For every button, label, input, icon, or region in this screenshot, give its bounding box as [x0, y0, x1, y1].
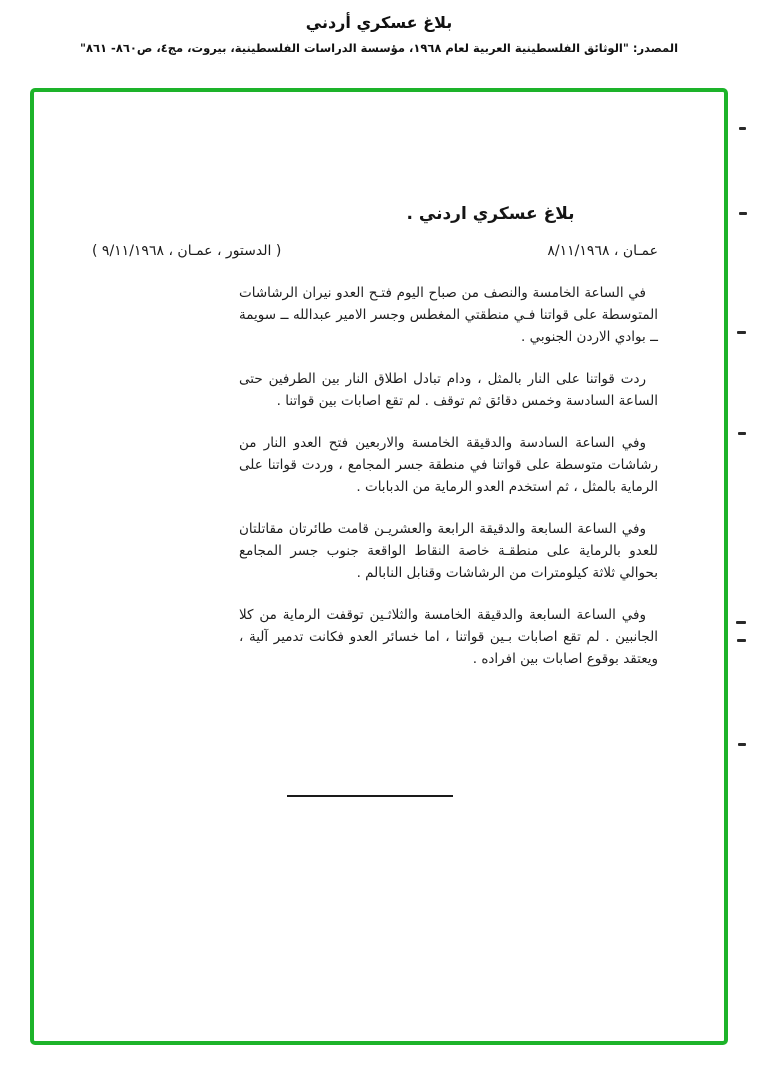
scan-artifact-mark: [737, 331, 746, 334]
scan-artifact-mark: [738, 432, 746, 435]
dateline-newspaper-ref: ( الدستور ، عمـان ، ٩/١١/١٩٦٨ ): [92, 243, 282, 259]
scan-artifact-mark: [739, 127, 746, 130]
source-line: المصدر: "الوثائق الفلسطينية العربية لعام ١٩٦٨، مؤسسة الدراسات الفلسطينية، بيروت، مج٤، ص٨٦٠- ٨٦١": [79, 41, 679, 55]
document-paragraph: وفي الساعة السادسة والدقيقة الخامسة والاربعين فتح العدو النار من رشاشات متوسطة على قواتنا في منطقة جسر المجامع ، وردت قواتنا على الرماية بالمثل ، ثم استخدم العدو الرماية من الدبابات .: [239, 435, 658, 495]
dateline-city-date: عمـان ، ٨/١١/١٩٦٨: [547, 243, 658, 259]
scan-artifact-mark: [738, 743, 746, 746]
dateline: [92, 243, 658, 259]
page-header: [0, 0, 758, 55]
scan-artifact-mark: [739, 212, 747, 215]
page-title: بلاغ عسكري أردني: [305, 13, 453, 32]
document-frame: [30, 88, 728, 1045]
document-paragraph: وفي الساعة السابعة والدقيقة الخامسة والثلاثـين توقفت الرماية من كلا الجانبين . لم تقع اصابات بـين قواتنا ، اما خسائر العدو فكانت تدمير آلية ، ويعتقد بوقوع اصابات بين افراده .: [239, 607, 658, 667]
scan-artifact-mark: [736, 621, 746, 624]
document-paragraph: ردت قواتنا على النار بالمثل ، ودام تبادل اطلاق النار بين الطرفين حتى الساعة السادسة وخمس دقائق ثم توقف . لم تقع اصابات بين قواتنا .: [239, 371, 658, 409]
document-body: [239, 282, 658, 690]
document-paragraph: في الساعة الخامسة والنصف من صباح اليوم فتـح العدو نيران الرشاشات المتوسطة على قواتنا فـي منطقتي المغطس وجسر الامير عبدالله ــ سويمة ــ بوادي الاردن الجنوبي .: [239, 285, 658, 345]
document-paragraph: وفي الساعة السابعة والدقيقة الرابعة والعشريـن قامت طائرتان مقاتلتان للعدو بالرماية على منطقـة خاصة النقاط الواقعة جنوب جسر المجامع بحوالي ثلاثة كيلومترات من الرشاشات وقنابل النابالم .: [239, 521, 658, 581]
scan-artifact-mark: [737, 639, 746, 642]
document-title: بلاغ عسكري اردني .: [406, 204, 575, 224]
end-divider: [287, 795, 453, 797]
